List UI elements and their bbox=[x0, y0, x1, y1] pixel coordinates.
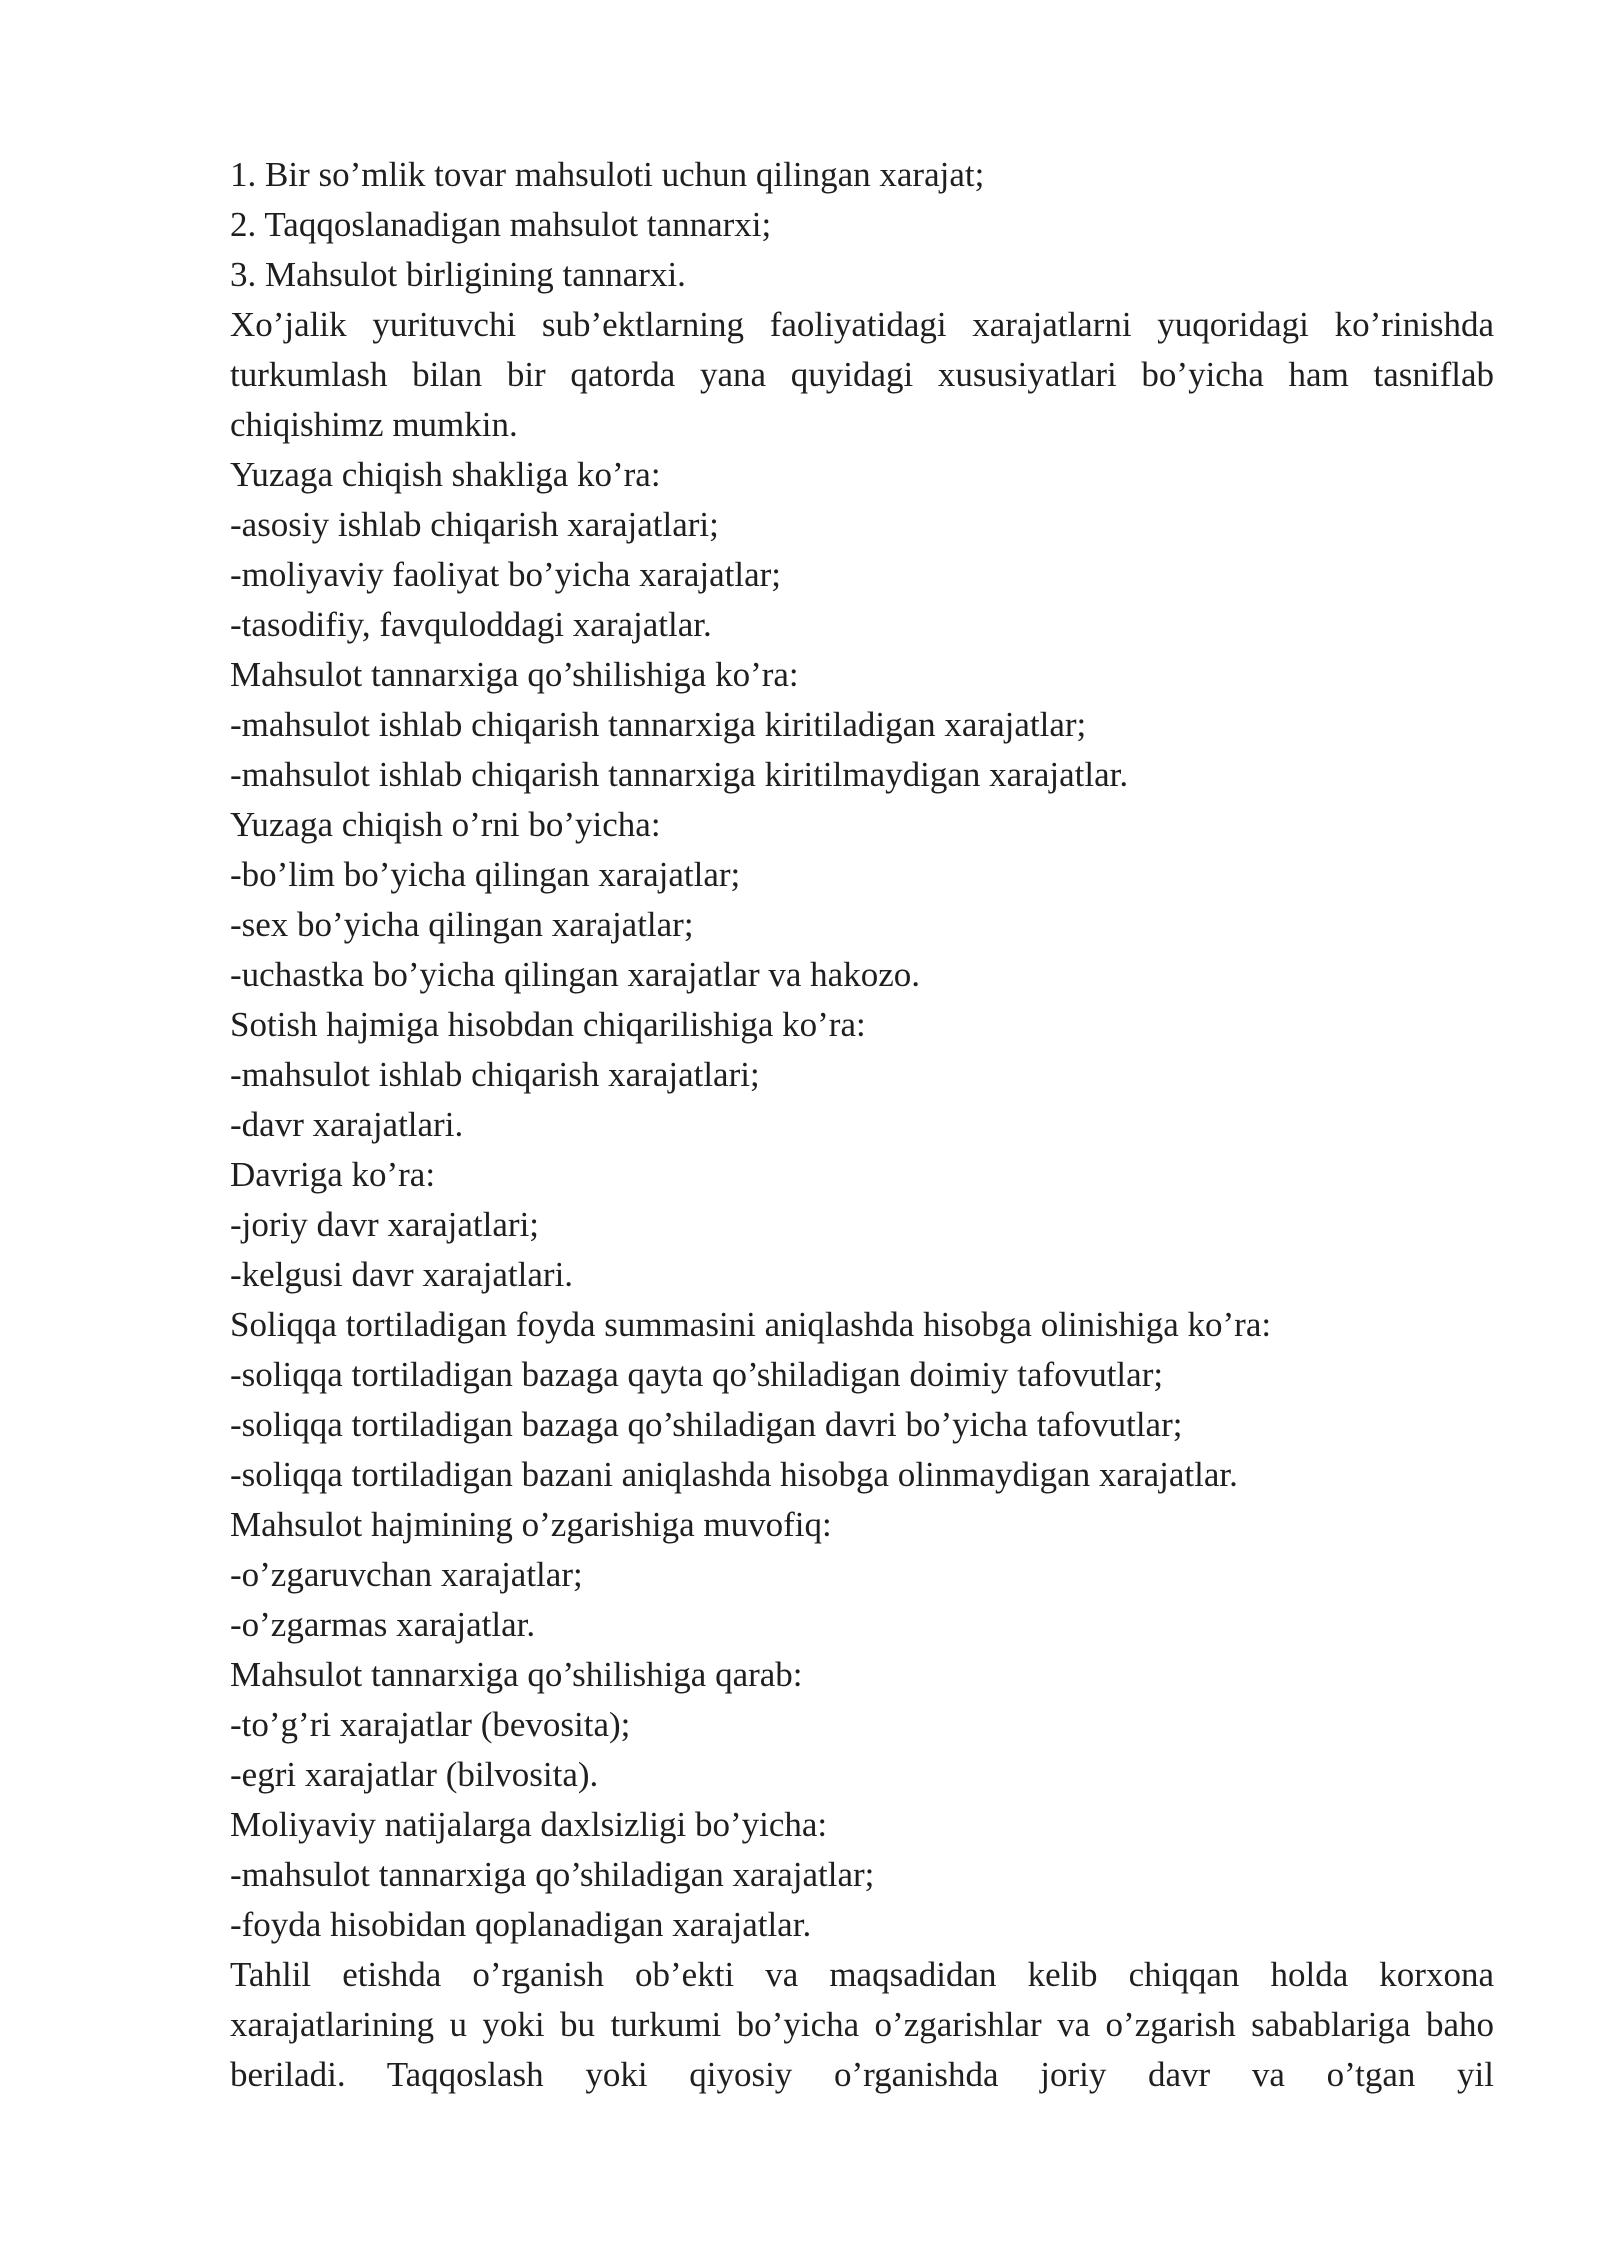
list-item: -to’g’ri xarajatlar (bevosita); bbox=[230, 1705, 631, 1744]
list-item: -soliqqa tortiladigan bazani aniqlashda hisobga olinmaydigan xarajatlar. bbox=[230, 1455, 1238, 1494]
list-item: -mahsulot tannarxiga qo’shiladigan xarajatlar; bbox=[230, 1855, 875, 1894]
list-item: 3. Mahsulot birligining tannarxi. bbox=[230, 255, 686, 294]
list-item: -foyda hisobidan qoplanadigan xarajatlar. bbox=[230, 1905, 812, 1944]
list-item: -mahsulot ishlab chiqarish tannarxiga kiritiladigan xarajatlar; bbox=[230, 705, 1087, 744]
section-heading: Yuzaga chiqish shakliga ko’ra: bbox=[230, 455, 661, 494]
document-page bbox=[230, 150, 1494, 2100]
list-item: 1. Bir so’mlik tovar mahsuloti uchun qilingan xarajat; bbox=[230, 155, 985, 194]
paragraph: Tahlil etishda o’rganish ob’ekti va maqsadidan kelib chiqqan holda korxona xarajatlarining u yoki bu turkumi bo’yicha o’zgarishlar va o’zgarish sabablariga baho beriladi. Taqqoslash yoki qiyosiy o’rganishda joriy davr va o’tgan yil bbox=[230, 1955, 1494, 2094]
list-item: -o’zgarmas xarajatlar. bbox=[230, 1605, 536, 1644]
list-item: -kelgusi davr xarajatlari. bbox=[230, 1255, 574, 1294]
list-item: -soliqqa tortiladigan bazaga qayta qo’shiladigan doimiy tafovutlar; bbox=[230, 1355, 1164, 1394]
list-item: -tasodifiy, favquloddagi xarajatlar. bbox=[230, 605, 712, 644]
section-heading: Sotish hajmiga hisobdan chiqarilishiga ko’ra: bbox=[230, 1005, 866, 1044]
list-item: -bo’lim bo’yicha qilingan xarajatlar; bbox=[230, 855, 741, 894]
list-item: -davr xarajatlari. bbox=[230, 1105, 464, 1144]
list-item: -sex bo’yicha qilingan xarajatlar; bbox=[230, 905, 694, 944]
section-heading: Davriga ko’ra: bbox=[230, 1155, 436, 1194]
section-heading: Yuzaga chiqish o’rni bo’yicha: bbox=[230, 805, 661, 844]
list-item: -soliqqa tortiladigan bazaga qo’shiladigan davri bo’yicha tafovutlar; bbox=[230, 1405, 1183, 1444]
section-heading: Soliqqa tortiladigan foyda summasini aniqlashda hisobga olinishiga ko’ra: bbox=[230, 1305, 1272, 1344]
section-heading: Mahsulot hajmining o’zgarishiga muvofiq: bbox=[230, 1505, 832, 1544]
section-heading: Mahsulot tannarxiga qo’shilishiga ko’ra: bbox=[230, 655, 799, 694]
list-item: -moliyaviy faoliyat bo’yicha xarajatlar; bbox=[230, 555, 782, 594]
list-item: -asosiy ishlab chiqarish xarajatlari; bbox=[230, 505, 719, 544]
paragraph: Xo’jalik yurituvchi sub’ektlarning faoliyatidagi xarajatlarni yuqoridagi ko’rinishda turkumlash bilan bir qatorda yana quyidagi xususiyatlari bo’yicha ham tasniflab chiqishimz mumkin. bbox=[230, 305, 1494, 444]
list-item: 2. Taqqoslanadigan mahsulot tannarxi; bbox=[230, 205, 772, 244]
list-item: -joriy davr xarajatlari; bbox=[230, 1205, 540, 1244]
list-item: -mahsulot ishlab chiqarish tannarxiga kiritilmaydigan xarajatlar. bbox=[230, 755, 1129, 794]
list-item: -mahsulot ishlab chiqarish xarajatlari; bbox=[230, 1055, 760, 1094]
section-heading: Mahsulot tannarxiga qo’shilishiga qarab: bbox=[230, 1655, 803, 1694]
section-heading: Moliyaviy natijalarga daxlsizligi bo’yicha: bbox=[230, 1805, 828, 1844]
list-item: -uchastka bo’yicha qilingan xarajatlar va hakozo. bbox=[230, 955, 920, 994]
list-item: -egri xarajatlar (bilvosita). bbox=[230, 1755, 599, 1794]
list-item: -o’zgaruvchan xarajatlar; bbox=[230, 1555, 583, 1594]
